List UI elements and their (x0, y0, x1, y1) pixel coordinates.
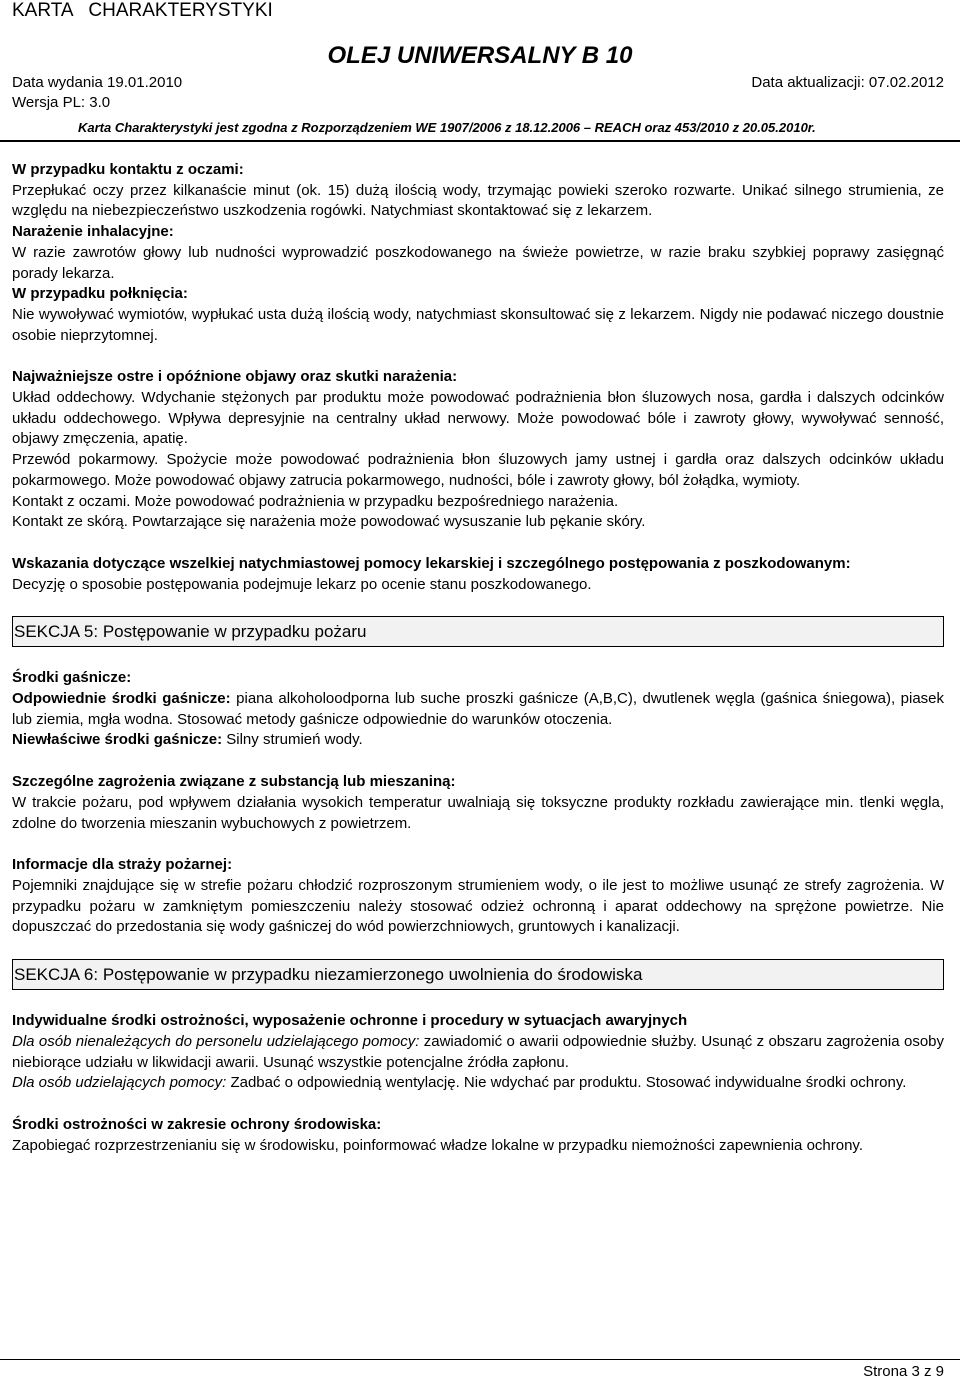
document-body (12, 160, 944, 1156)
update-date: Data aktualizacji: 07.02.2012 (751, 74, 944, 91)
firefighters-heading: Informacje dla straży pożarnej: (12, 856, 233, 874)
unsuitable-media (12, 730, 944, 751)
eyes-text: Przepłukać oczy przez kilkanaście minut (ok. 15) dużą ilością wody, trzymając powieki szeroko rozwarte. Unikać silnego strumienia, ze względu na niebezpieczeństwo uszkodzenia rogówki. Natychmiast skontaktować się z lekarzem. (12, 181, 944, 220)
non-emergency (12, 1032, 944, 1073)
regulation-note: Karta Charakterystyki jest zgodna z Rozporządzeniem WE 1907/2006 z 18.12.2006 – REACH oraz 453/2010 z 20.05.2010r. (78, 120, 816, 135)
unsuitable-media-label: Niewłaściwe środki gaśnicze: (12, 731, 223, 749)
medical-text: Decyzję o sposobie postępowania podejmuje lekarz po ocenie stanu poszkodowanego. (12, 575, 592, 593)
non-emergency-label: Dla osób nienależących do personelu udzielającego pomocy: (12, 1032, 420, 1050)
footer-divider (0, 1359, 960, 1360)
version: Wersja PL: 3.0 (12, 94, 111, 111)
symptoms-digestive: Przewód pokarmowy. Spożycie może powodować podrażnienia błon śluzowych jamy ustnej i gardła oraz dalszych odcinków układu pokarmowego. Może powodować objawy zatrucia pokarmowego, nudności, bóle i zawroty głowy, ból żołądka, wymioty. (12, 451, 944, 489)
document-type: KARTA CHARAKTERYSTYKI (12, 0, 273, 21)
environment-text: Zapobiegać rozprzestrzenianiu się w środowisku, poinformować władze lokalne w przypadku niemożności zapewnienia ochrony. (12, 1136, 863, 1154)
section-5-title: SEKCJA 5: Postępowanie w przypadku pożaru (12, 616, 944, 647)
spacer (12, 533, 944, 554)
responders-label: Dla osób udzielających pomocy: (12, 1074, 227, 1092)
suitable-media-text: piana alkoholoodporna lub suche proszki gaśnicze (A,B,C), dwutlenek węgla (gaśnica śniegowa), piasek lub ziemia, mgła wodna. Stosować metody gaśnicze odpowiednie do warunków otoczenia. (12, 690, 945, 728)
symptoms-heading: Najważniejsze ostre i opóźnione objawy oraz skutki narażenia: (12, 368, 458, 386)
environment-heading: Środki ostrożności w zakresie ochrony środowiska: (12, 1115, 382, 1133)
symptoms-skin: Kontakt ze skórą. Powtarzające się narażenia może powodować wysuszanie lub pękanie skóry. (12, 513, 646, 531)
inhalation-heading: Narażenie inhalacyjne: (12, 223, 174, 241)
inhalation-text: W razie zawrotów głowy lub nudności wyprowadzić poszkodowanego na świeże powietrze, w razie braku szybkiej poprawy zasięgnąć porady lekarza. (12, 243, 944, 282)
medical-heading: Wskazania dotyczące wszelkiej natychmiastowej pomocy lekarskiej i szczególnego postępowania z poszkodowanym: (12, 554, 851, 572)
responders (12, 1073, 944, 1094)
hazards-heading: Szczególne zagrożenia związane z substancją lub mieszaniną: (12, 773, 456, 791)
swallow-heading: W przypadku połknięcia: (12, 285, 188, 303)
symptoms-eyes: Kontakt z oczami. Może powodować podrażnienia w przypadku bezpośredniego narażenia. (12, 492, 619, 510)
swallow-text: Nie wywoływać wymiotów, wypłukać usta dużą ilością wody, natychmiast skonsultować się z lekarzem. Nigdy nie podawać niczego doustnie osobie nieprzytomnej. (12, 305, 944, 344)
section-6-title: SEKCJA 6: Postępowanie w przypadku niezamierzonego uwolnienia do środowiska (12, 959, 944, 990)
unsuitable-media-text: Silny strumień wody. (222, 731, 363, 749)
suitable-media-label: Odpowiednie środki gaśnicze: (12, 690, 231, 708)
media-heading: Środki gaśnicze: (12, 669, 132, 687)
eyes-heading: W przypadku kontaktu z oczami: (12, 161, 244, 178)
symptoms-respiratory: Układ oddechowy. Wdychanie stężonych par produktu może powodować podrażnienia błon śluzowych nosa, gardła i dalszych odcinków układu oddechowego. Wpływa depresyjnie na centralny układ nerwowy. Może powodować bóle i zawroty głowy, wywoływać senność, objawy zmęczenia, apatię. (12, 389, 944, 448)
page-number: Strona 3 z 9 (863, 1363, 944, 1380)
non-emergency-text: zawiadomić o awarii odpowiednie służby. Usunąć z obszaru zagrożenia osoby niebiorące udziału w likwidacji awarii. Usunąć wszystkie potencjalne źródła zapłonu. (12, 1032, 944, 1071)
spacer (12, 938, 944, 959)
firefighters-text: Pojemniki znajdujące się w strefie pożaru chłodzić rozproszonym strumieniem wody, o ile jest to możliwe usunąć ze strefy zagrożenia. W przypadku pożaru w zamkniętym pomieszczeniu należy stosować odzież ochronną i aparat oddechowy na sprężone powietrze. Nie dopuszczać do przedostania się wody gaśniczej do wód powierzchniowych, gruntowych i kanalizacji. (12, 876, 944, 936)
spacer (12, 990, 944, 1011)
responders-text: Zadbać o odpowiednią wentylację. Nie wdychać par produktu. Stosować indywidualne środki ochrony. (226, 1074, 907, 1092)
product-name: OLEJ UNIWERSALNY B 10 (327, 42, 633, 69)
header-divider (0, 140, 960, 142)
spacer (12, 647, 944, 668)
issue-date: Data wydania 19.01.2010 (12, 74, 183, 91)
spacer (12, 751, 944, 772)
spacer (12, 1094, 944, 1115)
spacer (12, 834, 944, 855)
spacer (12, 595, 944, 616)
precautions-heading: Indywidualne środki ostrożności, wyposażenie ochronne i procedury w sytuacjach awaryjnych (12, 1012, 688, 1030)
suitable-media (12, 689, 944, 730)
hazards-text: W trakcie pożaru, pod wpływem działania wysokich temperatur uwalniają się toksyczne produkty rozkładu zawierające min. tlenki węgla, zdolne do tworzenia mieszanin wybuchowych z powietrzem. (12, 793, 944, 832)
spacer (12, 346, 944, 367)
